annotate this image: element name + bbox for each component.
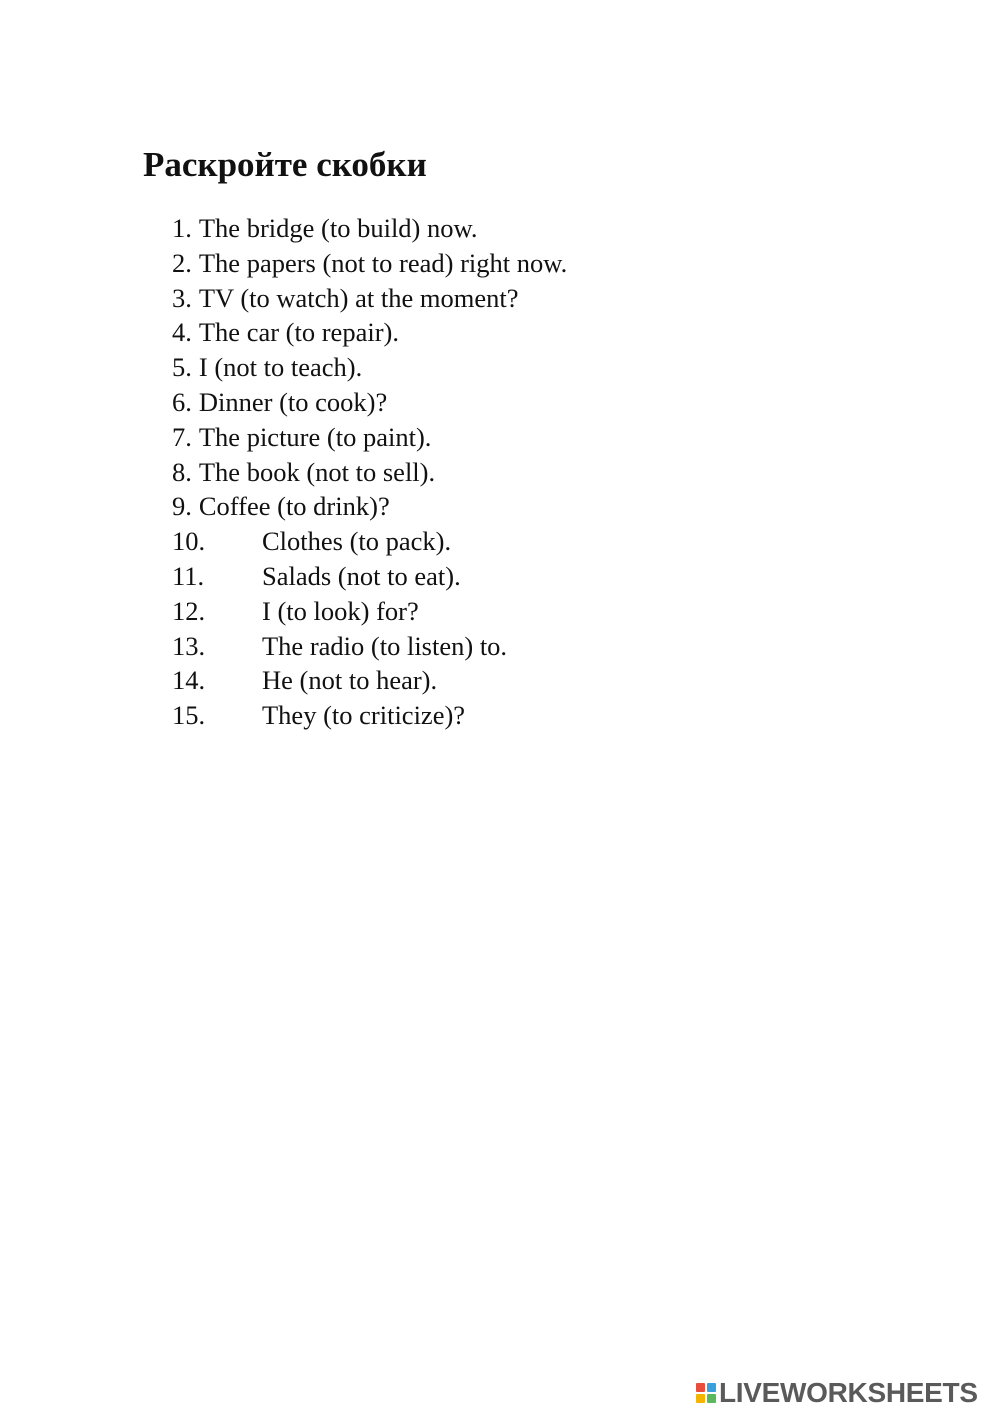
exercise-item [172, 420, 567, 455]
item-text: TV (to watch) at the moment? [198, 282, 519, 313]
exercise-item [172, 663, 567, 698]
exercise-item [172, 489, 567, 524]
item-number: 2. [172, 247, 192, 278]
item-number: 3. [172, 282, 192, 313]
item-text: They (to criticize)? [262, 700, 466, 731]
exercise-item [172, 350, 567, 385]
exercise-item [172, 385, 567, 420]
logo-tile [707, 1394, 716, 1403]
item-text: The papers (not to read) right now. [198, 247, 568, 278]
item-text: Coffee (to drink)? [198, 491, 390, 522]
item-text: I (not to teach). [198, 352, 363, 383]
item-text: The book (not to sell). [198, 456, 436, 487]
item-number: 13. [172, 630, 206, 661]
item-text: The car (to repair). [198, 317, 399, 348]
item-text: The picture (to paint). [198, 421, 432, 452]
item-number: 5. [172, 352, 192, 383]
item-text: Salads (not to eat). [262, 560, 461, 591]
item-number: 4. [172, 317, 192, 348]
exercise-item [172, 281, 567, 316]
item-number: 8. [172, 456, 192, 487]
exercise-item [172, 455, 567, 490]
exercise-item [172, 524, 567, 559]
exercise-item [172, 629, 567, 664]
exercise-item [172, 246, 567, 281]
item-number: 1. [172, 213, 192, 243]
exercise-item [172, 211, 567, 246]
item-text: The bridge (to build) now. [198, 213, 478, 243]
logo-tile [696, 1394, 705, 1403]
watermark-text: LIVEWORKSHEETS [719, 1377, 978, 1408]
item-number: 15. [172, 700, 206, 731]
exercise-item [172, 559, 567, 594]
item-number: 7. [172, 421, 192, 452]
exercise-item [172, 315, 567, 350]
item-number: 12. [172, 595, 206, 626]
liveworksheets-logo-icon [696, 1383, 716, 1403]
item-text: I (to look) for? [262, 595, 419, 626]
exercise-item [172, 594, 567, 629]
item-number: 6. [172, 386, 192, 417]
item-text: The radio (to listen) to. [262, 630, 508, 661]
exercise-item [172, 698, 567, 733]
item-number: 11. [172, 560, 205, 591]
item-text: Clothes (to pack). [262, 526, 452, 557]
liveworksheets-watermark [696, 1378, 978, 1408]
worksheet-title: Раскройте скобки [143, 145, 427, 184]
item-number: 9. [172, 491, 192, 522]
item-text: Dinner (to cook)? [198, 386, 388, 417]
item-text: He (not to hear). [262, 665, 438, 696]
logo-tile [707, 1383, 716, 1392]
logo-tile [696, 1383, 705, 1392]
exercise-list [172, 211, 567, 733]
item-number: 14. [172, 665, 206, 696]
item-number: 10. [172, 526, 206, 557]
